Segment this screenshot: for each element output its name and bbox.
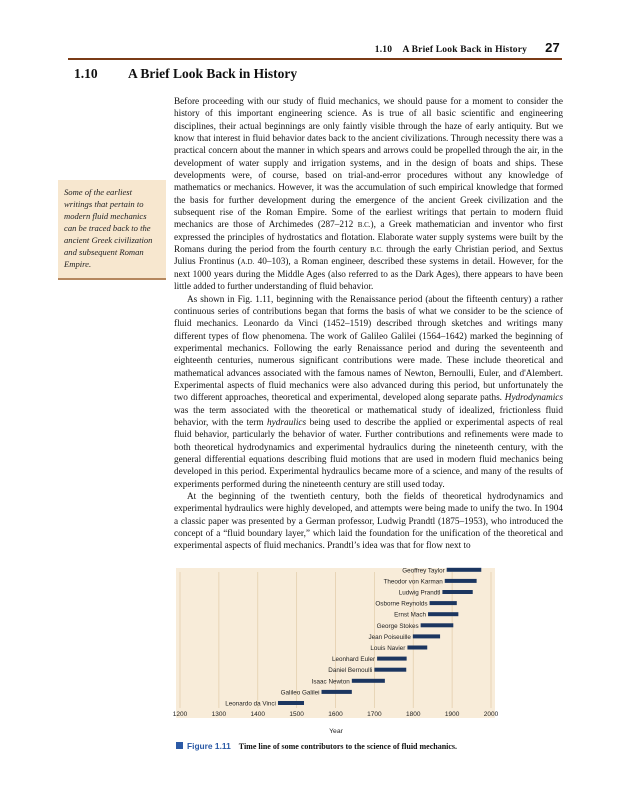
p1-part-c: through the early Christian period, and Sextus Julius Frontinus ( (174, 245, 563, 268)
timeline-bar (278, 701, 304, 705)
timeline-label: Osborne Reynolds (375, 600, 428, 608)
header-rule (68, 58, 562, 60)
x-tick-label: 2000 (483, 711, 499, 718)
x-tick-label: 1600 (328, 711, 343, 718)
timeline-label: Leonardo da Vinci (225, 700, 276, 708)
x-tick-label: 1400 (250, 711, 265, 718)
section-number: 1.10 (74, 66, 98, 81)
timeline-label: Galileo Galilei (280, 689, 320, 697)
timeline-bar (442, 590, 472, 594)
p2-part-a: As shown in Fig. 1.11, beginning with the Renaissance period (about the fifteenth century) a rather continuous series of contributions began that forms the basis of what we consider to be the science of fluid mechanics. Leonardo da Vinci (1452–1519) described through sketches and writings many different types of flow phenomena. The work of Galileo Galilei (1564–1642) marked the beginning of experimental mechanics. Following the early Renaissance period and during the seventeenth and eighteenth centuries, numerous significant contributions were made. These include theoretical and mathematical advances associated with the famous names of Newton, Bernoulli, Euler, and d'Alembert. Experimental aspects of fluid mechanics were also advanced during this period, but unfortunately the two different approaches, theoretical and experimental, developed along separate paths. (174, 294, 563, 404)
p1-part-d: 40–103), a Roman engineer, described these systems in detail. However, for the next 1000 years during the Middle Ages (also referred to as the Dark Ages), there appears to have been little added to further understanding of fluid behavior. (174, 257, 563, 293)
timeline-bar (377, 657, 407, 661)
timeline-bar (322, 690, 352, 694)
timeline-label: Leonhard Euler (332, 656, 376, 664)
timeline-bar (413, 634, 440, 638)
timeline-label: Geoffrey Taylor (402, 567, 445, 575)
timeline-bar (430, 601, 457, 605)
term-hydraulics: hydraulics (267, 417, 307, 428)
x-axis-label: Year (329, 728, 343, 735)
figure-timeline (172, 567, 499, 718)
abbr-ad: A.D. (240, 258, 255, 267)
figure-caption (176, 741, 457, 751)
timeline-bar (352, 679, 385, 683)
x-tick-label: 1700 (367, 711, 382, 718)
caption-square-icon (176, 742, 183, 749)
timeline-bar (445, 579, 477, 583)
timeline-bar (428, 612, 458, 616)
section-title: A Brief Look Back in History (128, 66, 298, 81)
timeline-label: Ludwig Prandtl (398, 589, 441, 597)
timeline-label: Isaac Newton (311, 678, 350, 686)
p2-part-b: was the term associated with the theoretical or mathematical study of idealized, frictionless fluid behavior, with the term (174, 405, 563, 428)
running-head-section: 1.10 (374, 45, 393, 55)
timeline-bar (407, 646, 427, 650)
paragraph-2 (174, 294, 563, 492)
p2-part-c: being used to describe the applied or experimental aspects of real fluid behavior, particularly the behavior of water. Further contributions and refinements were made to both theoretical hydrodynamics and experimental hydraulics during the nineteenth century, with the general differential equations describing fluid motions that are used in modern fluid mechanics being developed in this period. Experimental hydraulics became more of a science, and many of the results of experiments performed during the nineteenth century are still used today. (174, 417, 564, 490)
timeline-label: George Stokes (376, 622, 419, 630)
paragraph-1 (174, 96, 563, 294)
x-tick-label: 1500 (289, 711, 304, 718)
running-head-title: A Brief Look Back in History (402, 45, 528, 55)
timeline-bar (421, 623, 454, 627)
x-tick-label: 1800 (406, 711, 421, 718)
body-text (174, 96, 563, 553)
figure-caption-text: Time line of some contributors to the science of fluid mechanics. (238, 742, 458, 751)
timeline-label: Daniel Bernoulli (328, 667, 373, 675)
x-tick-label: 1900 (444, 711, 460, 718)
x-tick-label: 1200 (172, 711, 188, 718)
term-hydrodynamics: Hydrodynamics (504, 393, 563, 404)
timeline-bar (374, 668, 406, 672)
p1-part-a: Before proceeding with our study of fluid mechanics, we should pause for a moment to consider the history of this important engineering science. As is true of all basic scientific and engineering disciplines, their actual beginnings are only faintly visible through the haze of early antiquity. But we know that interest in fluid behavior dates back to the ancient civilizations. Through necessity there was a practical concern about the manner in which spears and arrows could be propelled through the air, in the development of water supply and irrigation systems, and in the design of boats and ships. These developments were, of course, based on trial-and-error procedures without any knowledge of mathematics or mechanics. However, it was the accumulation of such empirical knowledge that formed the basis for further development during the emergence of the ancient Greek civilization and the subsequent rise of the Roman Empire. Some of the earliest writings that pertain to modern fluid mechanics are those of Archimedes (287–212 (174, 97, 563, 231)
timeline-chart (172, 567, 499, 718)
p1-part-b: ), a Greek mathematician and inventor who first expressed the principles of hydrostatics and flotation. Elaborate water supply systems were built by the Romans during the period from the fourth century (174, 220, 563, 256)
abbr-bc: B.C. (357, 221, 371, 230)
running-head (0, 40, 560, 55)
timeline-label: Ernst Mach (394, 611, 427, 619)
timeline-label: Louis Navier (370, 645, 406, 652)
section-heading (74, 66, 297, 82)
page-number: 27 (545, 40, 560, 55)
timeline-bar (447, 568, 482, 572)
paragraph-3: At the beginning of the twentieth century, both the fields of theoretical hydrodynamics and experimental hydraulics were highly developed, and attempts were being made to unify the two. In 1904 a classic paper was presented by a German professor, Ludwig Prandtl (1875–1953), who introduced the concept of a “fluid boundary layer,” which laid the foundation for the unification of the theoretical and experimental aspects of fluid mechanics. Prandtl’s idea was that for flow next to (174, 492, 563, 552)
timeline-label: Theodor von Karman (383, 578, 443, 586)
timeline-label: Jean Poiseuille (368, 633, 411, 641)
margin-note: Some of the earliest writings that pertain to modern fluid mechanics can be traced back to the ancient Greek civilization and subsequent Roman Empire. (58, 180, 166, 280)
abbr-bc: B.C. (370, 246, 383, 255)
x-tick-label: 1300 (211, 711, 227, 718)
figure-label: Figure 1.11 (187, 741, 231, 751)
